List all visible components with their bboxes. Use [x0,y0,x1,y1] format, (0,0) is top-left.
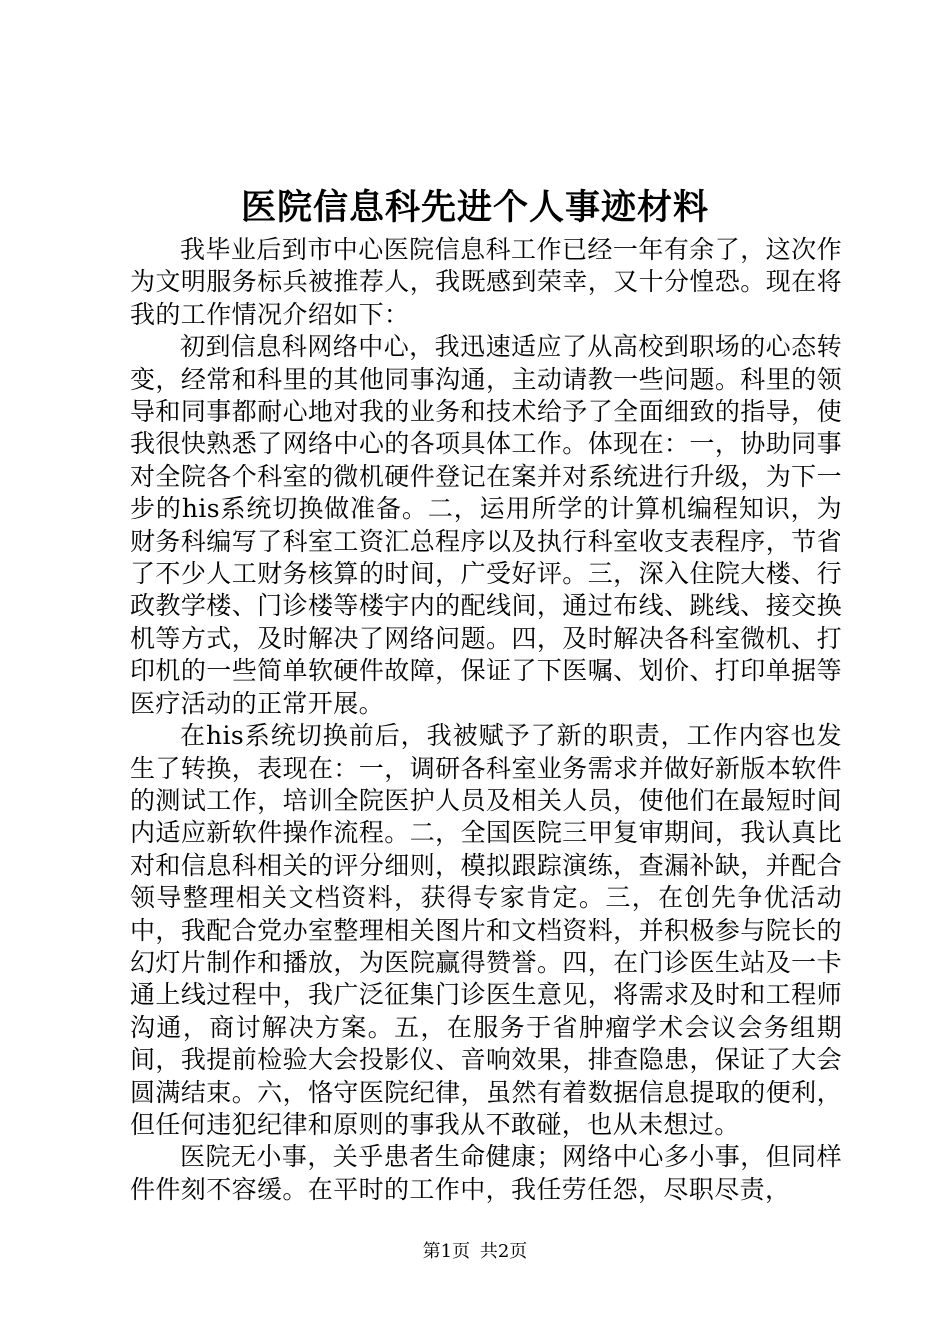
page-number-current: 第1页 [422,1241,471,1262]
paragraph-intro: 我毕业后到市中心医院信息科工作已经一年有余了，这次作为文明服务标兵被推荐人，我既感到荣幸，又十分惶恐。现在将我的工作情况介绍如下： [130,235,842,329]
page-footer [0,1240,950,1264]
paragraph-his-system: 在his系统切换前后，我被赋予了新的职责，工作内容也发生了转换，表现在：一，调研各科室业务需求并做好新版本软件的测试工作，培训全院医护人员及相关人员，使他们在最短时间内适应新软件操作流程。二，全国医院三甲复审期间，我认真比对和信息科相关的评分细则，模拟跟踪演练，查漏补缺，并配合领导整理相关文档资料，获得专家肯定。三，在创先争优活动中，我配合党办室整理相关图片和文档资料，并积极参与院长的幻灯片制作和播放，为医院赢得赞誉。四，在门诊医生站及一卡通上线过程中，我广泛征集门诊医生意见，将需求及时和工程师沟通，商讨解决方案。五，在服务于省肿瘤学术会议会务组期间，我提前检验大会投影仪、音响效果，排查隐患，保证了大会圆满结束。六，恪守医院纪律，虽然有着数据信息提取的便利，但任何违犯纪律和原则的事我从不敢碰，也从未想过。 [130,721,842,1139]
paragraph-closing: 医院无小事，关乎患者生命健康；网络中心多小事，但同样件件刻不容缓。在平时的工作中，我任劳任怨，尽职尽责， [130,1142,842,1204]
document-body [130,234,842,1206]
page-number-total: 共2页 [479,1241,528,1262]
document-title: 医院信息科先进个人事迹材料 [240,188,709,228]
paragraph-network-center: 初到信息科网络中心，我迅速适应了从高校到职场的心态转变，经常和科里的其他同事沟通，主动请教一些问题。科里的领导和同事都耐心地对我的业务和技术给予了全面细致的指导，使我很快熟悉了网络中心的各项具体工作。体现在：一，协助同事对全院各个科室的微机硬件登记在案并对系统进行升级，为下一步的his系统切换做准备。二，运用所学的计算机编程知识，为财务科编写了科室工资汇总程序以及执行科室收支表程序，节省了不少人工财务核算的时间，广受好评。三，深入住院大楼、行政教学楼、门诊楼等楼宇内的配线间，通过布线、跳线、接交换机等方式，及时解决了网络问题。四，及时解决各科室微机、打印机的一些简单软硬件故障，保证了下医嘱、划价、打印单据等医疗活动的正常开展。 [130,332,842,718]
